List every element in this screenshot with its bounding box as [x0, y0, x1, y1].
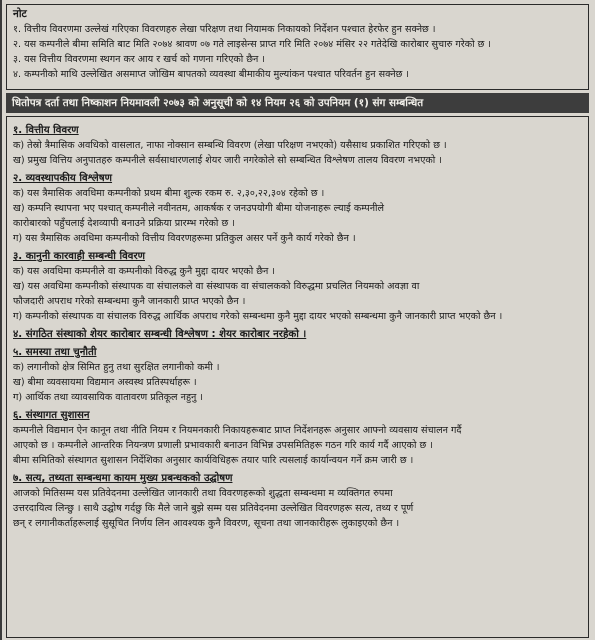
section-line: आएको छ । कम्पनीले आन्तरिक नियन्त्रण प्रणाली प्रभावकारी बनाउन विभिन्न उपसमितिहरू गठन गरि कार्य गर्दै आएको छ । [13, 440, 433, 451]
section-share-trading [13, 327, 582, 342]
section-ceo-declaration [13, 471, 582, 531]
section-line: छन् र लगानीकर्ताहरूलाई सुसूचित निर्णय लिन आवश्यक कुनै विवरण, सूचना तथा जानकारीहरू लुकाइएको छैन । [13, 518, 400, 529]
disclosure-box [6, 116, 589, 638]
section-line: क) यस त्रैमासिक अवधिमा कम्पनीको प्रथम बीमा शुल्क रकम रु. २,३०,२२,३०४ रहेको छ । [13, 188, 325, 199]
note-item-3: ३. यस वित्तीय विवरणमा स्थगन कर आय र खर्च को गणना गरिएको छैन । [13, 54, 266, 65]
section-line: उत्तरदायित्व लिन्छु । साथै उद्घोष गर्दछु कि मैले जाने बुझे सम्म यस प्रतिवेदनमा उल्लेखित विवरणहरू सत्य, तथ्य र पूर्ण [13, 503, 414, 514]
section-line: ग) आर्थिक तथा व्यावसायिक वातावरण प्रतिकूल नहुनु । [13, 392, 204, 403]
note-item-4: ४. कम्पनीको माथि उल्लेखित असमाप्त जोखिम बापतको व्यवस्था बीमाकीय मुल्यांकन पश्चात परिवर्तन हुन सक्नेछ । [13, 69, 410, 80]
section-heading: ५. समस्या तथा चुनौती [13, 347, 97, 358]
section-line: कम्पनीले विद्यमान ऐन कानून तथा नीति नियम र नियमनकारी निकायहरूबाट प्राप्त निर्देशनहरू अनुसार आफ्नो व्यवसाय संचालन गर्दै [13, 425, 462, 436]
regulation-banner: धितोपत्र दर्ता तथा निष्काशन नियमावली २०७३ को अनुसूची को १४ नियम २६ को उपनियम (१) संग सम्बन्धित [6, 93, 589, 113]
section-heading: १. वित्तीय विवरण [13, 125, 79, 136]
section-line: क) लगानीको क्षेत्र सिमित हुनु तथा सुरक्षित लगानीको कमी । [13, 362, 220, 373]
section-heading: २. व्यवस्थापकीय विश्लेषण [13, 173, 113, 184]
section-heading: ६. संस्थागत सुशासन [13, 410, 90, 421]
section-legal-proceedings [13, 249, 582, 324]
section-line: क) तेस्रो त्रैमासिक अवधिको वासलात, नाफा नोक्सान सम्बन्धि विवरण (लेखा परिक्षण नभएको) यसैसाथ प्रकाशित गरिएको छ । [13, 140, 447, 151]
section-management-analysis [13, 171, 582, 246]
section-line: ग) यस त्रैमासिक अवधिमा कम्पनीको वित्तीय विवरणहरूमा प्रतिकुल असर पर्ने कुनै कार्य गरेको छैन । [13, 233, 356, 244]
note-item-2: २. यस कम्पनीले बीमा समिति बाट मिति २०७४ श्रावण ०७ गते लाइसेन्स प्राप्त गरि मिति २०७४ मंसिर २२ गतेदेखि कारोबार सुचारु गरेको छ । [13, 39, 492, 50]
section-line: फौजदारी अपराध गरेको सम्बन्धमा कुनै जानकारी प्राप्त भएको छैन । [13, 296, 246, 307]
section-corporate-governance [13, 408, 582, 468]
notes-box [6, 4, 589, 90]
notes-title: नोट [13, 8, 27, 20]
section-line: ख) बीमा व्यवसायमा विद्यमान अस्वस्थ प्रतिस्पर्धाहरू । [13, 377, 197, 388]
section-line: ख) कम्पनि स्थापना भए पश्चात् कम्पनीले नवीनतम, आकर्षक र जनउपयोगी बीमा योजनाहरू ल्याई कम्पनीले [13, 203, 385, 214]
section-heading: ३. कानुनी कारवाही सम्बन्धी विवरण [13, 251, 145, 262]
section-line: बीमा समितिको संस्थागत सुशासन निर्देशिका अनुसार कार्यविधिहरू तयार पारि त्यसलाई कार्यान्वयन गर्ने क्रम जारी छ । [13, 455, 414, 466]
section-line: आजको मितिसम्म यस प्रतिवेदनमा उल्लेखित जानकारी तथा विवरणहरूको शुद्धता सम्बन्धमा म व्यक्तिगत रुपमा [13, 488, 393, 499]
section-line: कारोबारको पहुँचलाई देशव्यापी बनाउने प्रक्रिया प्रारम्भ गरेको छ । [13, 218, 235, 229]
section-line: क) यस अवधिमा कम्पनीले वा कम्पनीको विरुद्ध कुनै मुद्दा दायर भएको छैन । [13, 266, 276, 277]
section-financial-statement [13, 123, 582, 168]
section-line: ख) प्रमुख वित्तिय अनुपातहरु कम्पनीले सर्वसाधारणलाई शेयर जारी नगरेकोले सो सम्बन्धित विश्लेषण तालय विवरण नभएको । [13, 155, 442, 166]
section-heading: ७. सत्य, तथ्यता सम्बन्धमा कायम मुख्य प्रबन्धकको उद्घोषण [13, 473, 233, 484]
section-heading: ४. संगठित संस्थाको शेयर कारोबार सम्बन्धी विश्लेषण : शेयर कारोबार नरहेको । [13, 329, 307, 340]
section-line: ग) कम्पनीको संस्थापक वा संचालक विरुद्ध आर्थिक अपराध गरेको सम्बन्धमा कुनै मुद्दा दायर भएको सम्बन्धमा कुनै जानकारी प्राप्त भएको छैन । [13, 311, 503, 322]
section-problems-challenges [13, 345, 582, 405]
note-item-1: १. वित्तीय विवरणमा उल्लेखं गरिएका विवरणहरु लेखा परिक्षण तथा नियामक निकायको निर्देशन पश्चात हेरफेर हुन सक्नेछ । [13, 24, 436, 35]
section-line: ख) यस अवधिमा कम्पनीको संस्थापक वा संचालकले वा संस्थापक वा संचालकको विरुद्धमा प्रचलित नियमको अवज्ञा वा [13, 281, 420, 292]
